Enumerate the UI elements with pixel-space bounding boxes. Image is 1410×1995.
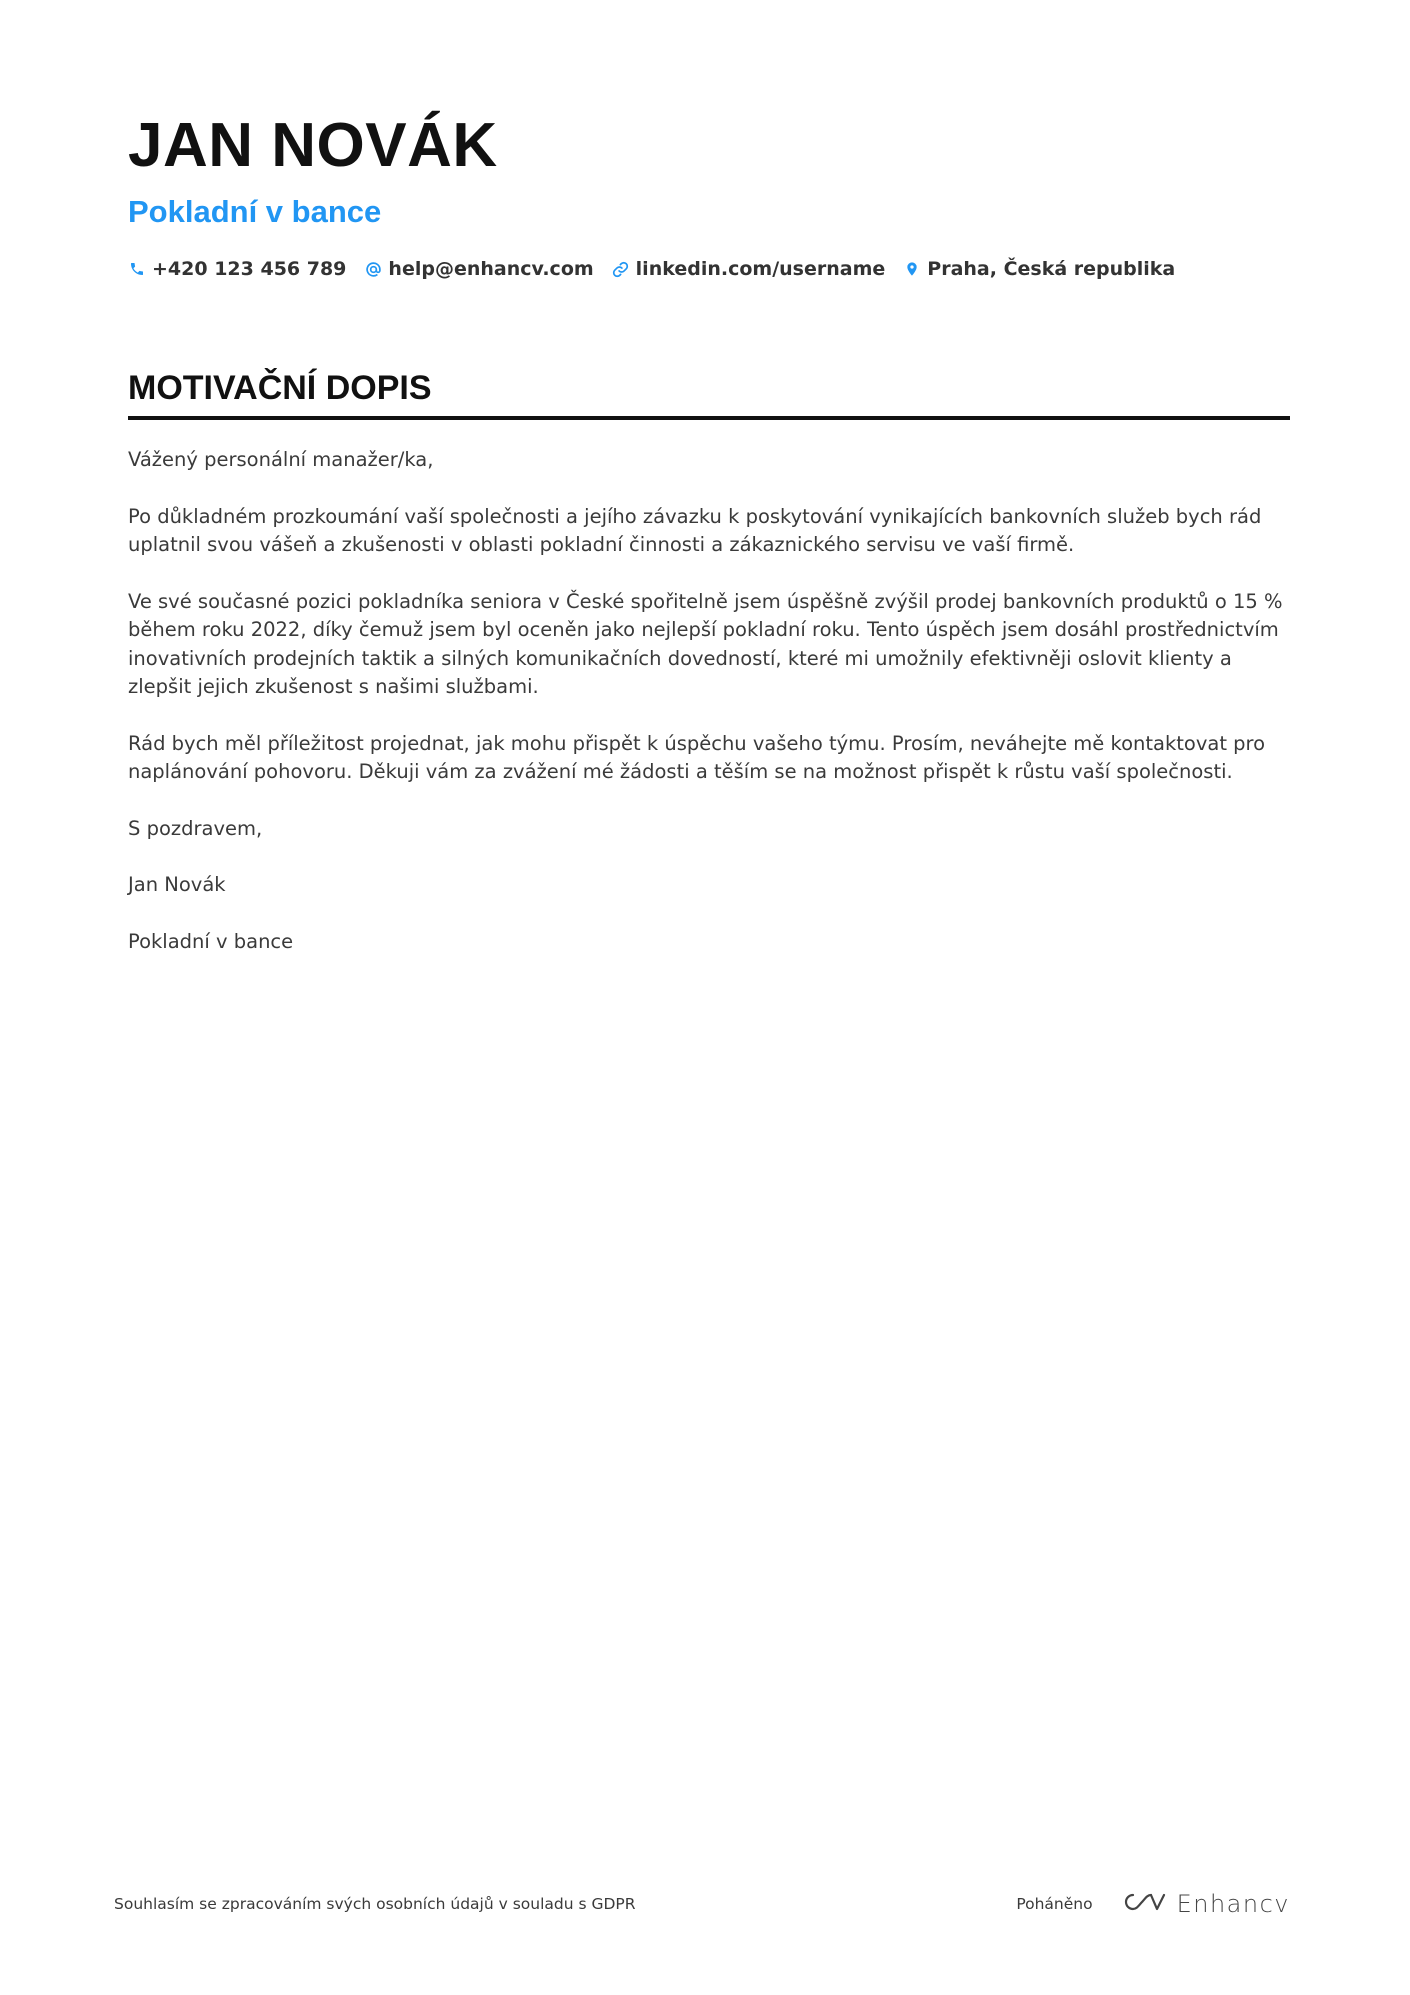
signature-name: Jan Novák [128,873,226,896]
powered-by [1016,1890,1290,1918]
letter-body [128,446,1290,956]
at-icon [364,260,382,278]
enhancv-wordmark: Enhancv [1176,1890,1290,1918]
letter-greeting: Vážený personální manažer/ka, [128,448,434,471]
section-divider [128,416,1290,420]
letter-paragraph: Rád bych měl příležitost projednat, jak mohu přispět k úspěchu vašeho týmu. Prosím, neváhejte mě kontaktovat pro naplánování pohovoru. Děkuji vám za zvážení mé žádosti a těším se na možnost přispět k růstu vaší společnosti. [128,731,1266,783]
contact-location [903,258,1175,280]
cover-letter-section [128,366,1290,984]
link-icon [612,260,630,278]
linkedin-text: linkedin.com/username [635,258,886,280]
letter-paragraph: Po důkladném prozkoumání vaší společnosti a jejího závazku k poskytování vynikajících bankovních služeb bych rád uplatnil svou vášeň a zkušenosti v oblasti pokladní činnosti a zákaznického servisu ve vaší firmě. [128,504,1262,556]
contact-email[interactable] [364,258,593,280]
phone-icon [128,260,146,278]
powered-by-label: Poháněno [1016,1895,1093,1913]
map-pin-icon [903,260,921,278]
letter-closing: S pozdravem, [128,816,263,840]
phone-text: +420 123 456 789 [152,258,347,280]
email-text: help@enhancv.com [388,258,594,280]
enhancv-logo-icon [1121,1890,1167,1918]
page-footer [114,1886,1290,1922]
enhancv-brand[interactable] [1121,1890,1290,1918]
section-title: MOTIVAČNÍ DOPIS [128,369,432,407]
letter-paragraph: Ve své současné pozici pokladníka seniora v České spořitelně jsem úspěšně zvýšil prodej bankovních produktů o 15 % během roku 2022, díky čemuž jsem byl oceněn jako nejlepší pokladní roku. Tento úspěch jsem dosáhl prostřednictvím inovativních prodejních taktik a silných komunikačních dovedností, které mi umožnily efektivněji oslovit klienty a zlepšit jejich zkušenost s našimi službami. [128,589,1283,698]
gdpr-consent-text: Souhlasím se zpracováním svých osobních údajů v souladu s GDPR [114,1895,636,1913]
contact-info [128,258,1288,280]
contact-linkedin[interactable] [612,258,886,280]
signature-title: Pokladní v bance [128,929,294,953]
contact-phone [128,258,346,280]
applicant-job-title: Pokladní v bance [128,194,382,229]
applicant-name: JAN NOVÁK [128,111,498,180]
location-text: Praha, Česká republika [927,258,1176,280]
letter-header [128,108,1288,280]
